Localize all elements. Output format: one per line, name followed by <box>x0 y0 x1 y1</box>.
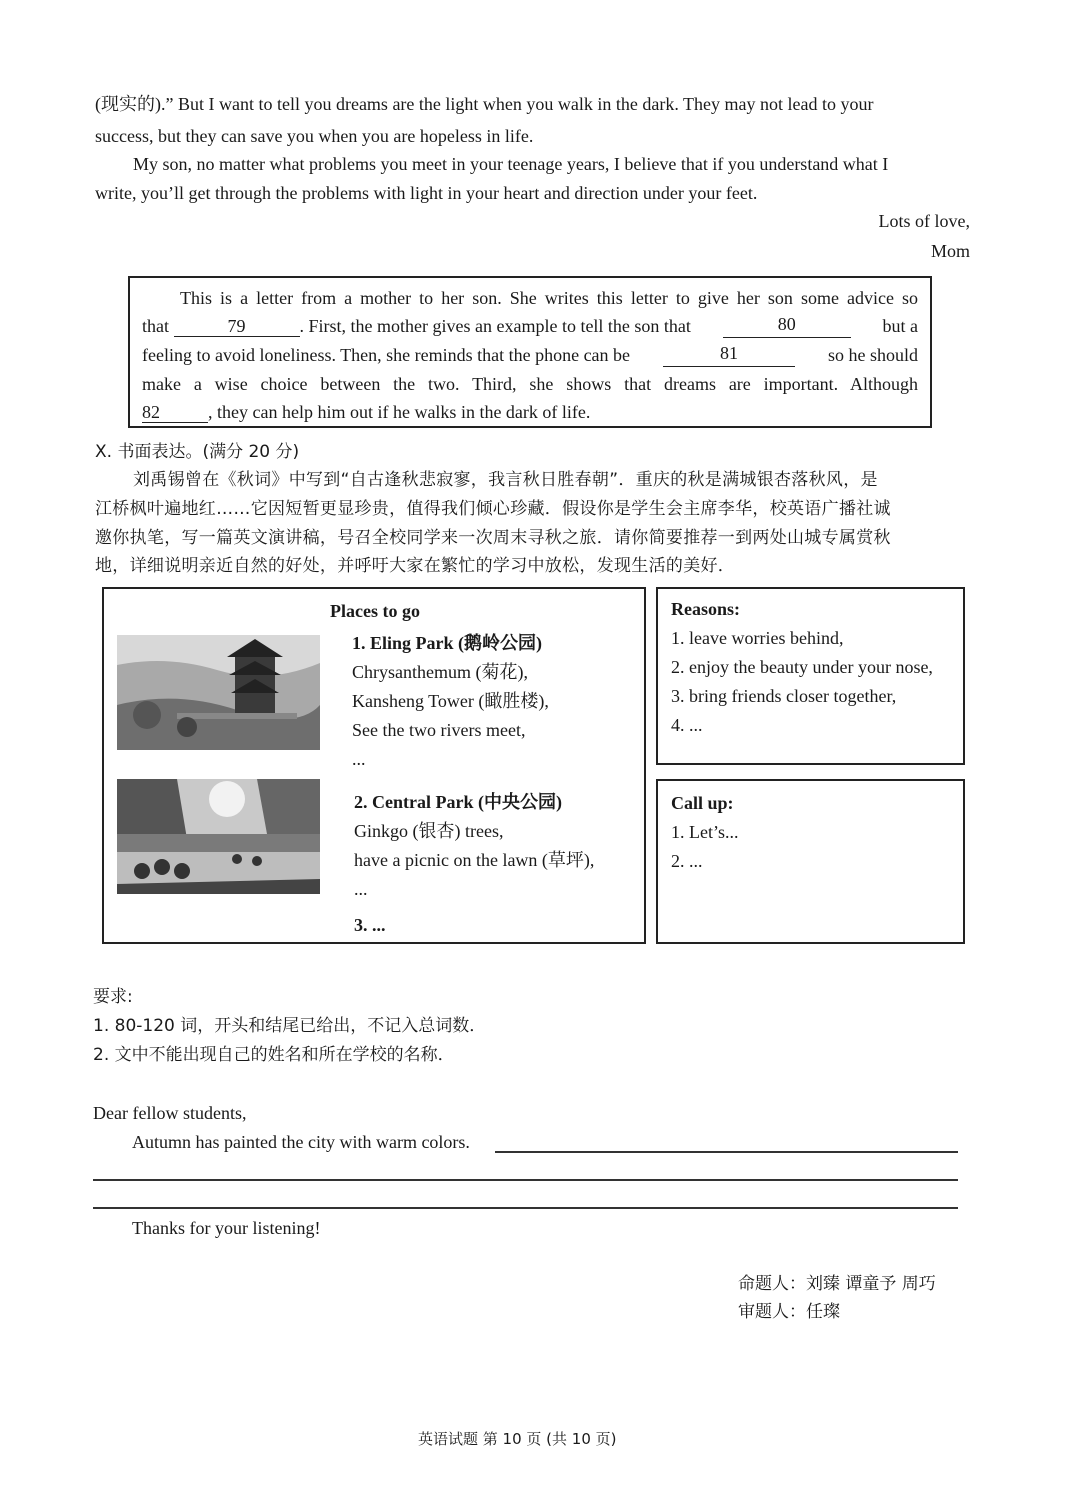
credits-reviewer: 审题人：任璨 <box>738 1302 840 1322</box>
blank-81[interactable]: 81 <box>663 343 795 367</box>
central-park-illustration <box>117 779 320 894</box>
summary-text: , they can help him out if he walks in the dark of life. <box>208 402 591 422</box>
place-2-item: Ginkgo (银杏) trees, <box>354 821 504 841</box>
letter-signature: Mom <box>930 241 970 261</box>
letter-paragraph-2-line-2: write, you’ll get through the problems with light in your heart and direction under your feet. <box>95 183 758 203</box>
writing-line[interactable] <box>93 1207 958 1209</box>
summary-text: but a <box>882 316 918 336</box>
callup-item: 2. ... <box>671 851 703 871</box>
requirements-title: 要求: <box>93 987 133 1007</box>
place-2-item: ... <box>354 879 368 899</box>
eling-park-illustration <box>117 635 320 750</box>
essay-opening: Autumn has painted the city with warm colors. <box>132 1132 470 1152</box>
summary-line-3 <box>142 343 918 367</box>
places-box <box>102 587 646 944</box>
reason-item: 1. leave worries behind, <box>671 628 844 648</box>
place-1-name: 1. Eling Park (鹅岭公园) <box>352 633 543 653</box>
reasons-title: Reasons: <box>671 599 741 619</box>
reason-item: 2. enjoy the beauty under your nose, <box>671 657 933 677</box>
credits-authors: 命题人：刘臻 谭童予 周巧 <box>738 1274 936 1294</box>
blank-80[interactable]: 80 <box>723 314 851 338</box>
requirement-item: 2. 文中不能出现自己的姓名和所在学校的名称． <box>93 1045 455 1065</box>
place-2-item: have a picnic on the lawn (草坪), <box>354 850 595 870</box>
letter-closing: Lots of love, <box>878 211 970 231</box>
essay-greeting: Dear fellow students, <box>93 1103 247 1123</box>
summary-line-4: make a wise choice between the two. Third, she shows that dreams are important. Although <box>142 374 918 394</box>
summary-line-2 <box>142 314 918 338</box>
page-footer: 英语试题 第 10 页 (共 10 页) <box>418 1430 617 1448</box>
summary-text: . First, the mother gives an example to tell the son that <box>299 316 691 336</box>
prompt-line-3: 邀你执笔，写一篇英文演讲稿，号召全校同学来一次周末寻秋之旅．请你简要推荐一到两处山城专属赏秋 <box>95 528 891 548</box>
reason-item: 4. ... <box>671 715 703 735</box>
summary-line-5 <box>142 400 590 424</box>
place-1-item: See the two rivers meet, <box>352 720 526 740</box>
summary-box <box>128 276 932 428</box>
callup-item: 1. Let’s... <box>671 822 739 842</box>
place-2-name: 2. Central Park (中央公园) <box>354 792 562 812</box>
reasons-box <box>656 587 965 765</box>
prompt-line-1: 刘禹锡曾在《秋词》中写到“自古逢秋悲寂寥，我言秋日胜春朝”．重庆的秋是满城银杏落秋风，是 <box>133 470 878 490</box>
place-1-item: ... <box>352 749 366 769</box>
requirement-item: 1. 80-120 词，开头和结尾已给出，不记入总词数． <box>93 1016 487 1036</box>
letter-paragraph-1-line-2: success, but they can save you when you are hopeless in life. <box>95 126 534 146</box>
blank-79[interactable]: 79 <box>174 316 300 337</box>
writing-line[interactable] <box>93 1179 958 1181</box>
summary-text: feeling to avoid loneliness. Then, she reminds that the phone can be <box>142 345 631 365</box>
letter-paragraph-2-line-1: My son, no matter what problems you meet in your teenage years, I believe that if you understand what I <box>133 154 889 174</box>
letter-paragraph-1-line-1: (现实的).” But I want to tell you dreams are the light when you walk in the dark. They may not lead to your <box>95 94 874 114</box>
place-3: 3. ... <box>354 915 386 935</box>
blank-82[interactable]: 82 <box>142 402 208 423</box>
summary-line-1: This is a letter from a mother to her son. She writes this letter to give her son some advice so <box>180 288 918 308</box>
summary-text: that <box>142 316 169 336</box>
prompt-line-4: 地，详细说明亲近自然的好处，并呼吁大家在繁忙的学习中放松，发现生活的美好． <box>95 556 736 576</box>
callup-box <box>656 779 965 944</box>
section-heading: X. 书面表达。(满分 20 分) <box>95 442 300 462</box>
callup-title: Call up: <box>671 793 734 813</box>
places-title: Places to go <box>330 601 420 621</box>
writing-line[interactable] <box>495 1151 958 1153</box>
place-1-item: Kansheng Tower (瞰胜楼), <box>352 691 549 711</box>
reason-item: 3. bring friends closer together, <box>671 686 897 706</box>
essay-ending: Thanks for your listening! <box>132 1218 321 1238</box>
place-1-item: Chrysanthemum (菊花), <box>352 662 528 682</box>
summary-text: so he should <box>827 345 918 365</box>
prompt-line-2: 江桥枫叶遍地红……它因短暂更显珍贵，值得我们倾心珍藏．假设你是学生会主席李华，校英语广播社诚 <box>95 499 891 519</box>
